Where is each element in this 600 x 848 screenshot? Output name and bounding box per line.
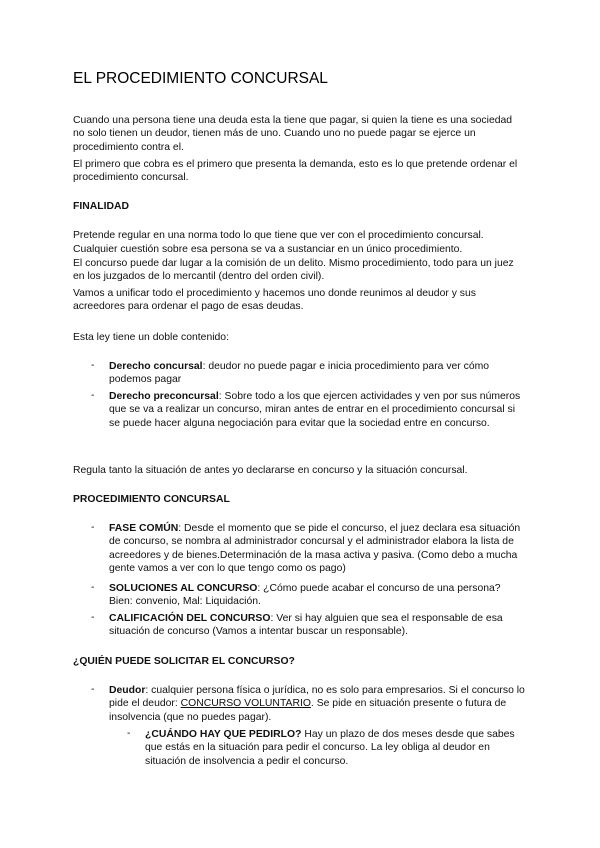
list-item-text: : ¿Cómo puede acabar el concurso de una persona? Bien: convenio, Mal: Liquidación. xyxy=(109,583,501,608)
finalidad-paragraph-5: Esta ley tiene un doble contenido: xyxy=(73,332,229,343)
finalidad-paragraph-2: Cualquier cuestión sobre esa persona se va a sustanciar en un único procedimiento. xyxy=(73,244,463,255)
list-item-fase-comun xyxy=(109,522,527,575)
finalidad-paragraph-3: El concurso puede dar lugar a la comisión de un delito. Mismo procedimiento, todo para un juez en los juzgados de lo mercantil (dentro del orden civil). xyxy=(73,258,514,283)
list-item-derecho-preconcursal xyxy=(109,390,527,430)
list-item-text: Hay un plazo de dos meses desde que sabes que estás en la situación para pedir el concurso. La ley obliga al deudor en situación de insolvencia a pedir el concurso. xyxy=(145,729,515,767)
bullet-dash: - xyxy=(91,522,95,533)
sub-list-item-cuando-pedirlo xyxy=(145,728,527,768)
list-item-text: : Sobre todo a los que ejercen actividades y ven por sus números que se va a realizar un concurso, miran antes de entrar en el procedimiento concursal si se puede hacer alguna negociación para evitar que la sociedad entre en concurso. xyxy=(109,391,521,429)
heading-procedimiento-concursal: PROCEDIMIENTO CONCURSAL xyxy=(73,494,230,505)
list-item-soluciones xyxy=(109,582,527,609)
list-item-term: FASE COMÚN xyxy=(109,523,179,534)
intro-paragraph-2: El primero que cobra es el primero que presenta la demanda, esto es lo que pretende ordenar el procedimiento concursal. xyxy=(73,159,518,184)
sub-bullet-dash: - xyxy=(127,728,131,739)
finalidad-paragraph-1: Pretende regular en una norma todo lo que tiene que ver con el procedimiento concursal. xyxy=(73,230,484,241)
list-item-text: . Se pide en situación presente o futura de insolvencia (que no puedes pagar). xyxy=(109,698,507,723)
bullet-dash: - xyxy=(91,582,95,593)
list-item-calificacion xyxy=(109,612,527,639)
heading-finalidad: FINALIDAD xyxy=(73,201,129,212)
bullet-dash: - xyxy=(91,684,95,695)
list-item-text: : deudor no puede pagar e inicia procedimiento para ver cómo podemos pagar xyxy=(109,361,490,386)
list-item-text: : Desde el momento que se pide el concurso, el juez declara esa situación de concurso, se nombra al administrador concursal y el administrador elabora la lista de acreedores y de bienes.Determinación de la masa activa y pasiva. (Como debo a mucha gente vamos a ver con lo que tengo como os pago) xyxy=(109,523,521,574)
list-item-text: : cualquier persona física o jurídica, no es solo para empresarios. Si el concurso lo pide el deudor: xyxy=(109,685,525,710)
concurso-voluntario-underlined: CONCURSO VOLUNTARIO xyxy=(180,698,311,710)
bullet-dash: - xyxy=(91,360,95,371)
finalidad-paragraph-4: Vamos a unificar todo el procedimiento y hacemos uno donde reunimos al deudor y sus acreedores para ordenar el pago de esas deudas. xyxy=(73,288,476,313)
list-item-text: : Ver si hay alguien que sea el responsable de esa situación de concurso (Vamos a intentar buscar un responsable). xyxy=(109,613,503,638)
list-item-term: Derecho concursal xyxy=(109,361,203,372)
list-item-derecho-concursal xyxy=(109,360,527,387)
list-item-term: SOLUCIONES AL CONCURSO xyxy=(109,583,258,594)
list-item-term: Deudor xyxy=(109,685,146,696)
intro-paragraph-1: Cuando una persona tiene una deuda esta la tiene que pagar, si quien la tiene es una sociedad no solo tienen un deudor, tienen más de uno. Cuando uno no puede pagar se ejerce un procedimiento contra el. xyxy=(73,115,513,153)
list-item-deudor xyxy=(109,684,527,724)
list-item-term: Derecho preconcursal xyxy=(109,391,219,402)
bullet-dash: - xyxy=(91,612,95,623)
page-title: EL PROCEDIMIENTO CONCURSAL xyxy=(73,70,328,87)
heading-quien-puede-solicitar: ¿QUIÉN PUEDE SOLICITAR EL CONCURSO? xyxy=(73,656,295,667)
finalidad-paragraph-6: Regula tanto la situación de antes yo declararse en concurso y la situación concursal. xyxy=(73,465,468,476)
list-item-term: CALIFICACIÓN DEL CONCURSO xyxy=(109,613,271,624)
list-item-term: ¿CUÁNDO HAY QUE PEDIRLO? xyxy=(145,729,302,740)
bullet-dash: - xyxy=(91,390,95,401)
